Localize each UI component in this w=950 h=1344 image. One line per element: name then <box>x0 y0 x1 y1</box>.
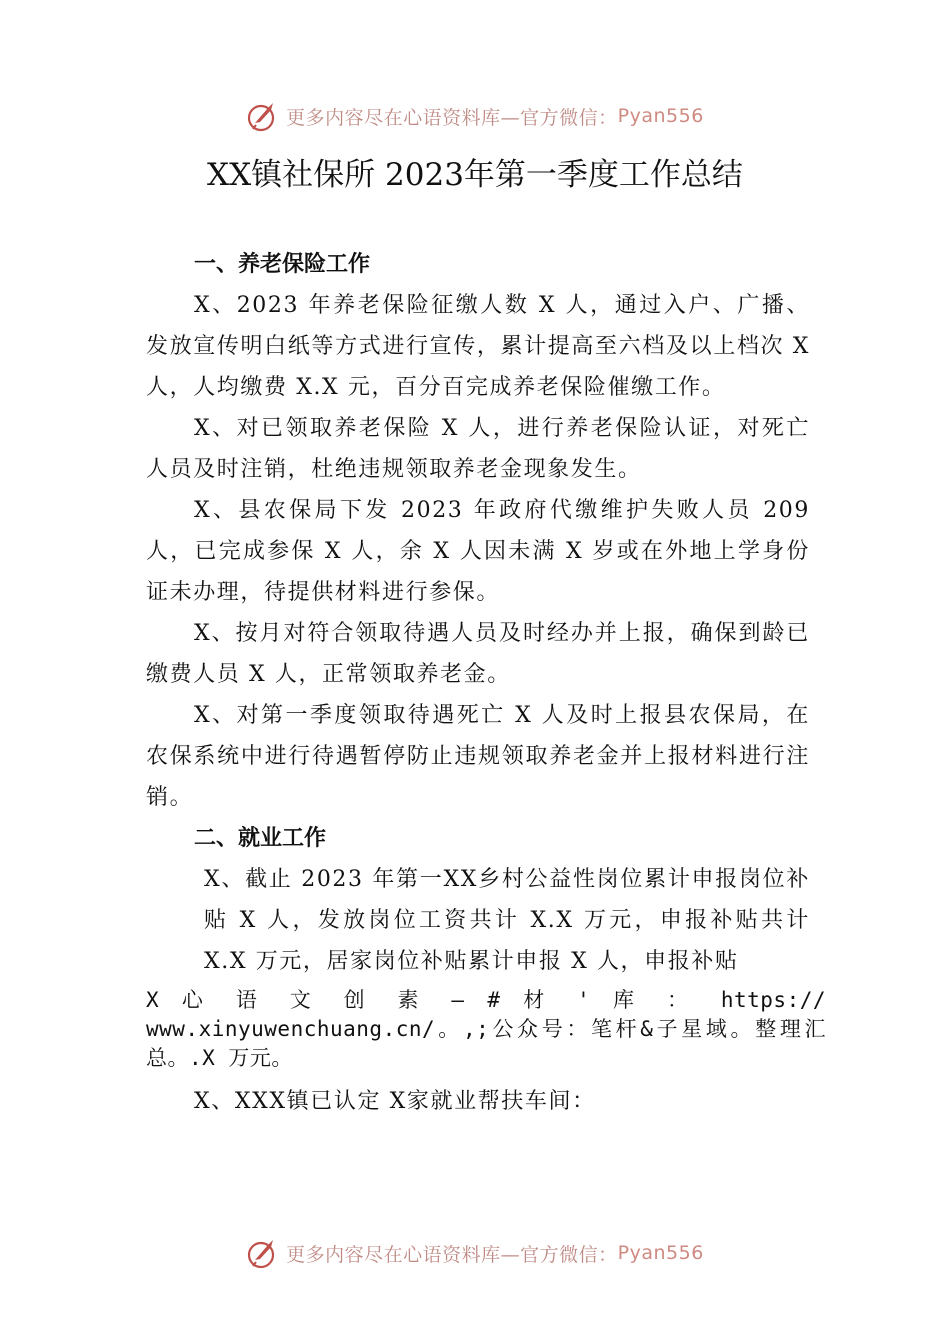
paragraph: X、按月对符合领取待遇人员及时经办并上报，确保到龄已缴费人员 X 人，正常领取养老金。 <box>146 621 810 687</box>
document-body <box>146 244 826 1122</box>
paragraph: X、县农保局下发 2023 年政府代缴维护失败人员 209 人，已完成参保 X 人，余 X 人因未满 X 岁或在外地上学身份证未办理，待提供材料进行参保。 <box>146 498 810 605</box>
section-heading: 一、养老保险工作 <box>194 252 371 277</box>
quill-pen-logo-icon <box>246 99 280 133</box>
watermark-header <box>0 96 950 136</box>
watermark-text: 更多内容尽在心语资料库—官方微信： <box>286 106 618 129</box>
section-heading: 二、就业工作 <box>194 826 327 851</box>
watermark-footer <box>0 1233 950 1273</box>
quill-pen-logo-icon <box>246 1236 280 1270</box>
watermark-wechat-id: Pyan556 <box>617 105 704 127</box>
document-title: XX镇社保所 2023年第一季度工作总结 <box>207 157 743 193</box>
paragraph: X、截止 2023 年第一XX乡村公益性岗位累计申报岗位补贴 X 人，发放岗位工资共计 X.X 万元，申报补贴共计 X.X 万元，居家岗位补贴累计申报 X 人，申报补贴 <box>204 867 810 974</box>
paragraph: X、2023 年养老保险征缴人数 X 人，通过入户、广播、发放宣传明白纸等方式进行宣传，累计提高至六档及以上档次 X 人，人均缴费 X.X 元，百分百完成养老保险催缴工作。 <box>146 293 810 400</box>
watermark-wechat-id: Pyan556 <box>617 1242 704 1264</box>
watermark-text: 更多内容尽在心语资料库—官方微信： <box>286 1243 618 1266</box>
mixed-watermark-text: X 心 语 文 创 素 — # 材 ' 库 ： https:// www.xinyuwenchuang.cn/。,;公众号：笔杆&子星域。整理汇总。.X 万元。 <box>146 988 826 1070</box>
paragraph: X、XXX镇已认定 X家就业帮扶车间： <box>194 1089 596 1114</box>
paragraph: X、对第一季度领取待遇死亡 X 人及时上报县农保局，在农保系统中进行待遇暂停防止违规领取养老金并上报材料进行注销。 <box>146 703 810 810</box>
paragraph: X、对已领取养老保险 X 人，进行养老保险认证，对死亡人员及时注销，杜绝违规领取养老金现象发生。 <box>146 416 810 482</box>
